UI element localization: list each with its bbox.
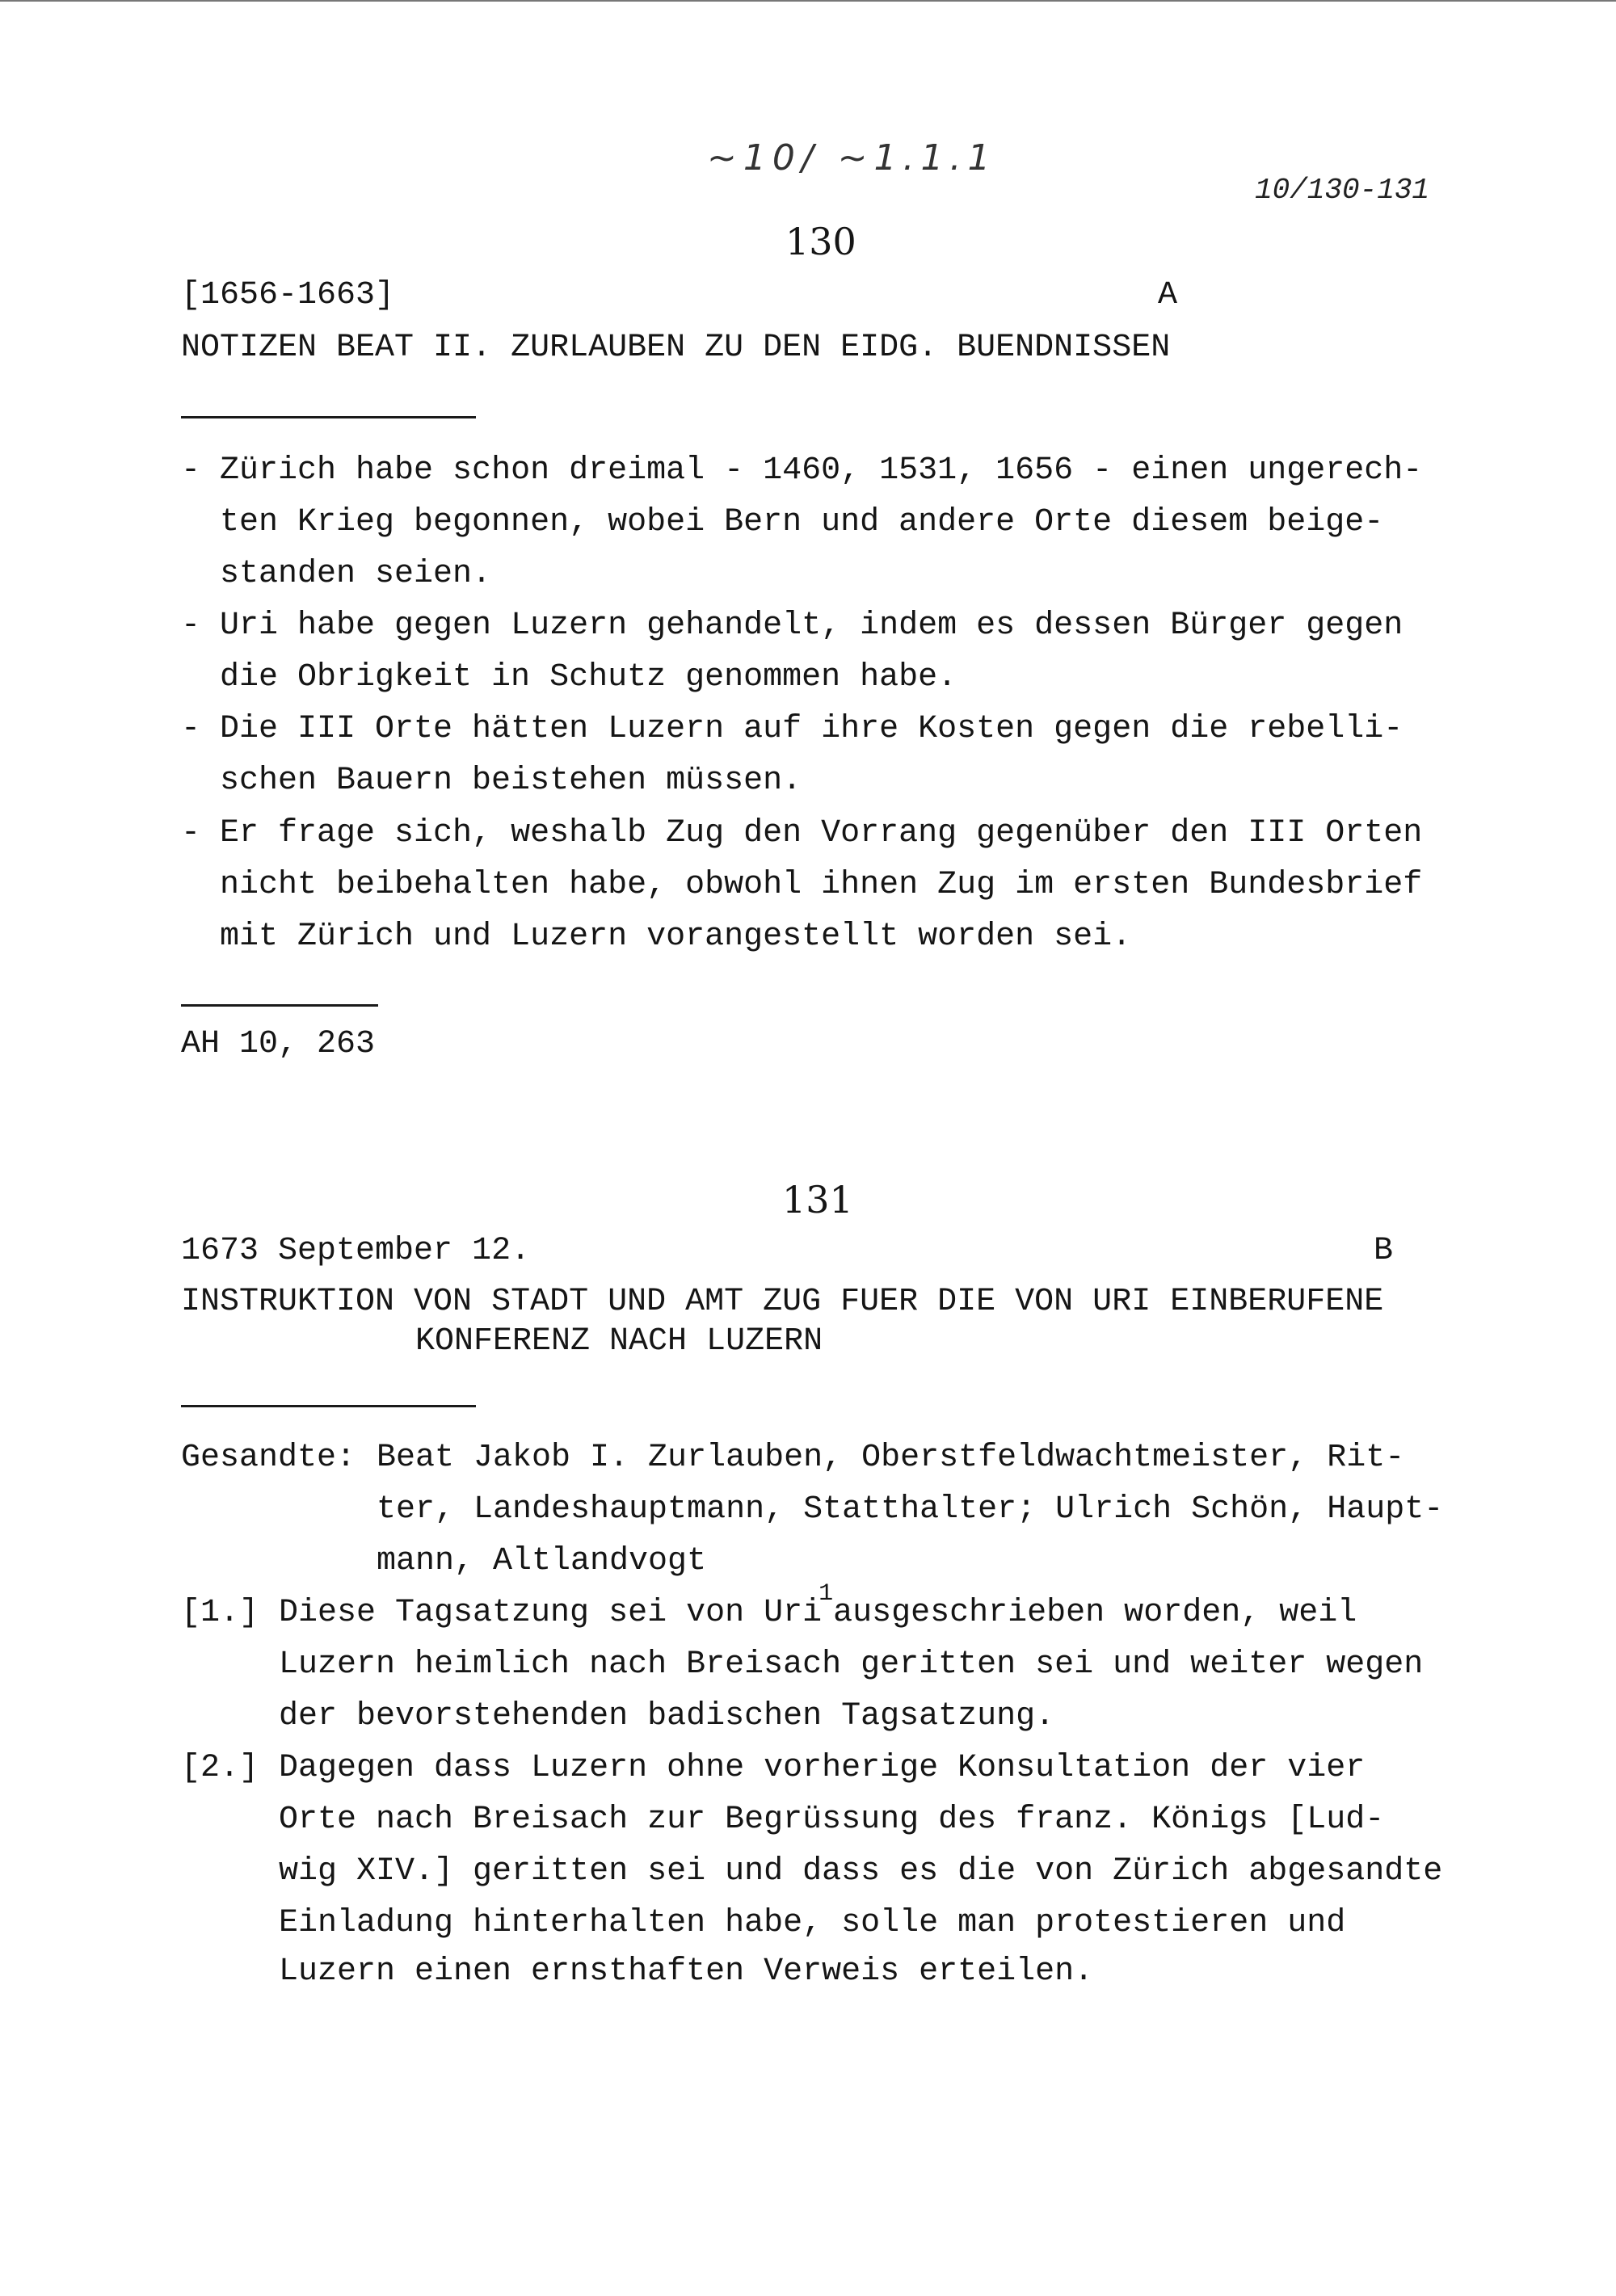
doc130-item-4-line-1: - Er frage sich, weshalb Zug den Vorrang gegenüber den III Orten — [181, 815, 1423, 852]
doc131-paragraph-1-line-3: der bevorstehenden badischen Tagsatzung. — [279, 1698, 1055, 1735]
doc131-envoys-line-3: mann, Altlandvogt — [377, 1543, 707, 1579]
doc130-source-rule — [181, 1004, 378, 1007]
doc131-paragraph-2-line-1: Dagegen dass Luzern ohne vorherige Konsultation der vier — [279, 1750, 1366, 1786]
doc131-paragraph-2-line-2: Orte nach Breisach zur Begrüssung des franz. Königs [Lud- — [279, 1802, 1385, 1838]
doc131-paragraph-2-line-3: wig XIV.] geritten sei und dass es die von Zürich abgesandte — [279, 1853, 1443, 1890]
handwritten-note: ~10/ ~1.1.1 — [707, 137, 997, 179]
doc130-item-1-line-1: - Zürich habe schon dreimal - 1460, 1531, 1656 - einen ungerech- — [181, 452, 1423, 489]
doc131-title-line-1: INSTRUKTION VON STADT UND AMT ZUG FUER DIE VON URI EINBERUFENE — [181, 1284, 1384, 1320]
footnote-marker: 1 — [819, 1580, 834, 1608]
doc130-item-4-line-3: mit Zürich und Luzern vorangestellt worden sei. — [220, 919, 1132, 955]
doc131-paragraph-1-line-2: Luzern heimlich nach Breisach geritten sei und weiter wegen — [279, 1646, 1424, 1683]
doc130-title-rule — [181, 416, 476, 418]
doc131-title-line-2: KONFERENZ NACH LUZERN — [415, 1323, 823, 1360]
doc131-envoys-line-2: ter, Landeshauptmann, Statthalter; Ulrich Schön, Haupt- — [377, 1491, 1444, 1528]
doc130-item-1-line-2: ten Krieg begonnen, wobei Bern und andere Orte diesem beige- — [220, 504, 1384, 540]
doc130-item-1-line-3: standen seien. — [220, 556, 492, 592]
doc131-envoys-line-1: Beat Jakob I. Zurlauben, Oberstfeldwachtmeister, Rit- — [377, 1440, 1405, 1476]
doc131-paragraph-1-number: [1.] — [181, 1595, 259, 1631]
doc131-paragraph-1-line-1 — [279, 1580, 1357, 1631]
doc130-date: [1656-1663] — [181, 277, 395, 313]
doc130-item-4-line-2: nicht beibehalten habe, obwohl ihnen Zug im ersten Bundesbrief — [220, 867, 1423, 903]
document-number-130: 130 — [785, 220, 856, 263]
doc130-item-2-line-2: die Obrigkeit in Schutz genommen habe. — [220, 659, 957, 696]
doc131-p1-text-pre: Diese Tagsatzung sei von Uri — [279, 1595, 823, 1631]
doc131-envoys-label: Gesandte: — [181, 1440, 356, 1476]
doc131-paragraph-2-line-4: Einladung hinterhalten habe, solle man protestieren und — [279, 1905, 1346, 1941]
document-number-131: 131 — [782, 1178, 853, 1222]
doc131-title-rule — [181, 1405, 476, 1407]
doc131-paragraph-2-line-5: Luzern einen ernsthaften Verweis erteilen. — [279, 1953, 1094, 1990]
doc130-item-3-line-1: - Die III Orte hätten Luzern auf ihre Kosten gegen die rebelli- — [181, 711, 1403, 747]
doc130-class: A — [1158, 277, 1178, 313]
doc130-title: NOTIZEN BEAT II. ZURLAUBEN ZU DEN EIDG. BUENDNISSEN — [181, 330, 1171, 366]
doc130-item-3-line-2: schen Bauern beistehen müssen. — [220, 763, 802, 799]
doc130-source: AH 10, 263 — [181, 1026, 376, 1062]
doc130-item-2-line-1: - Uri habe gegen Luzern gehandelt, indem es dessen Bürger gegen — [181, 608, 1403, 644]
doc131-class: B — [1374, 1233, 1394, 1269]
scan-edge — [0, 0, 1616, 2]
archive-reference: 10/130-131 — [1255, 174, 1430, 207]
doc131-p1-text-post: ausgeschrieben worden, weil — [833, 1595, 1357, 1631]
doc131-paragraph-2-number: [2.] — [181, 1750, 259, 1786]
doc131-date: 1673 September 12. — [181, 1233, 531, 1269]
